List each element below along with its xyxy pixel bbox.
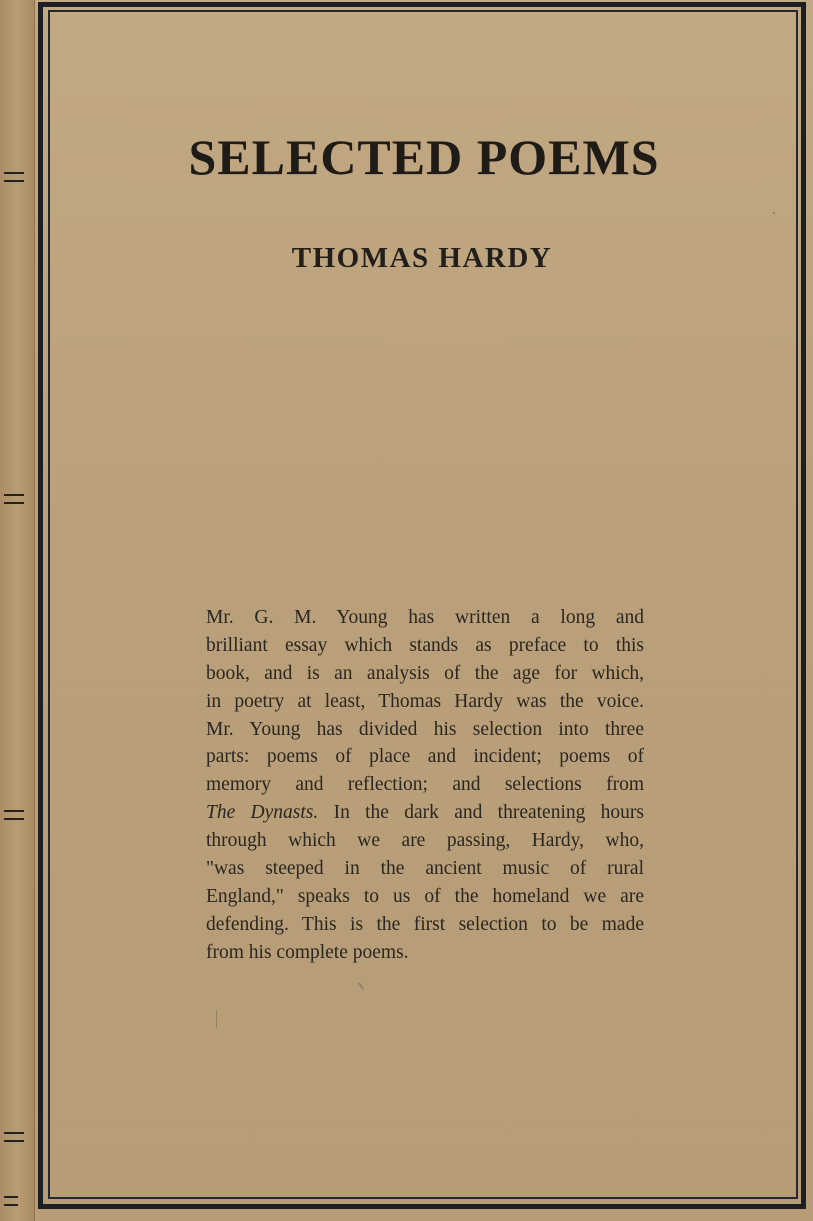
blurb-line: from his complete poems.: [206, 941, 409, 963]
book-title: SELECTED POEMS: [188, 129, 660, 185]
blurb-line: through which we are passing, Hardy, who,: [206, 830, 644, 852]
blurb-line: Mr. G. M. Young has written a long and: [206, 607, 644, 628]
spine-rule: [4, 502, 24, 504]
blurb-line: book, and is an analysis of the age for which,: [206, 662, 644, 684]
blurb-text: [206, 604, 644, 967]
author-name: THOMAS HARDY: [291, 242, 553, 274]
spine-rule: [4, 818, 24, 820]
blurb-line: in poetry at least, Thomas Hardy was the voice.: [206, 690, 644, 712]
spine-rule: [4, 1196, 18, 1198]
spine-rule: [4, 494, 24, 496]
blurb-line: brilliant essay which stands as preface to this: [206, 634, 644, 656]
blurb-line: memory and reflection; and selections from: [206, 774, 644, 796]
spine-rule: [4, 1204, 18, 1206]
spine-rule: [4, 1140, 24, 1142]
blurb-line: Mr. Young has divided his selection into three: [206, 718, 644, 740]
dynasts-title: The Dynasts.: [206, 802, 319, 824]
blurb-line: defending. This is the first selection to be made: [206, 913, 644, 935]
blurb-line-with-italic: [206, 799, 644, 827]
blurb-line: parts: poems of place and incident; poems of: [206, 746, 644, 768]
spine-rule: [4, 1132, 24, 1134]
paper-speck: [216, 1010, 217, 1028]
blurb-line: "was steeped in the ancient music of rural: [206, 858, 644, 880]
blurb-line-tail: In the dark and threatening hours: [333, 802, 644, 824]
spine-rule: [4, 810, 24, 812]
paper-speck: [773, 212, 775, 214]
blurb-line: England," speaks to us of the homeland we are: [206, 885, 644, 907]
